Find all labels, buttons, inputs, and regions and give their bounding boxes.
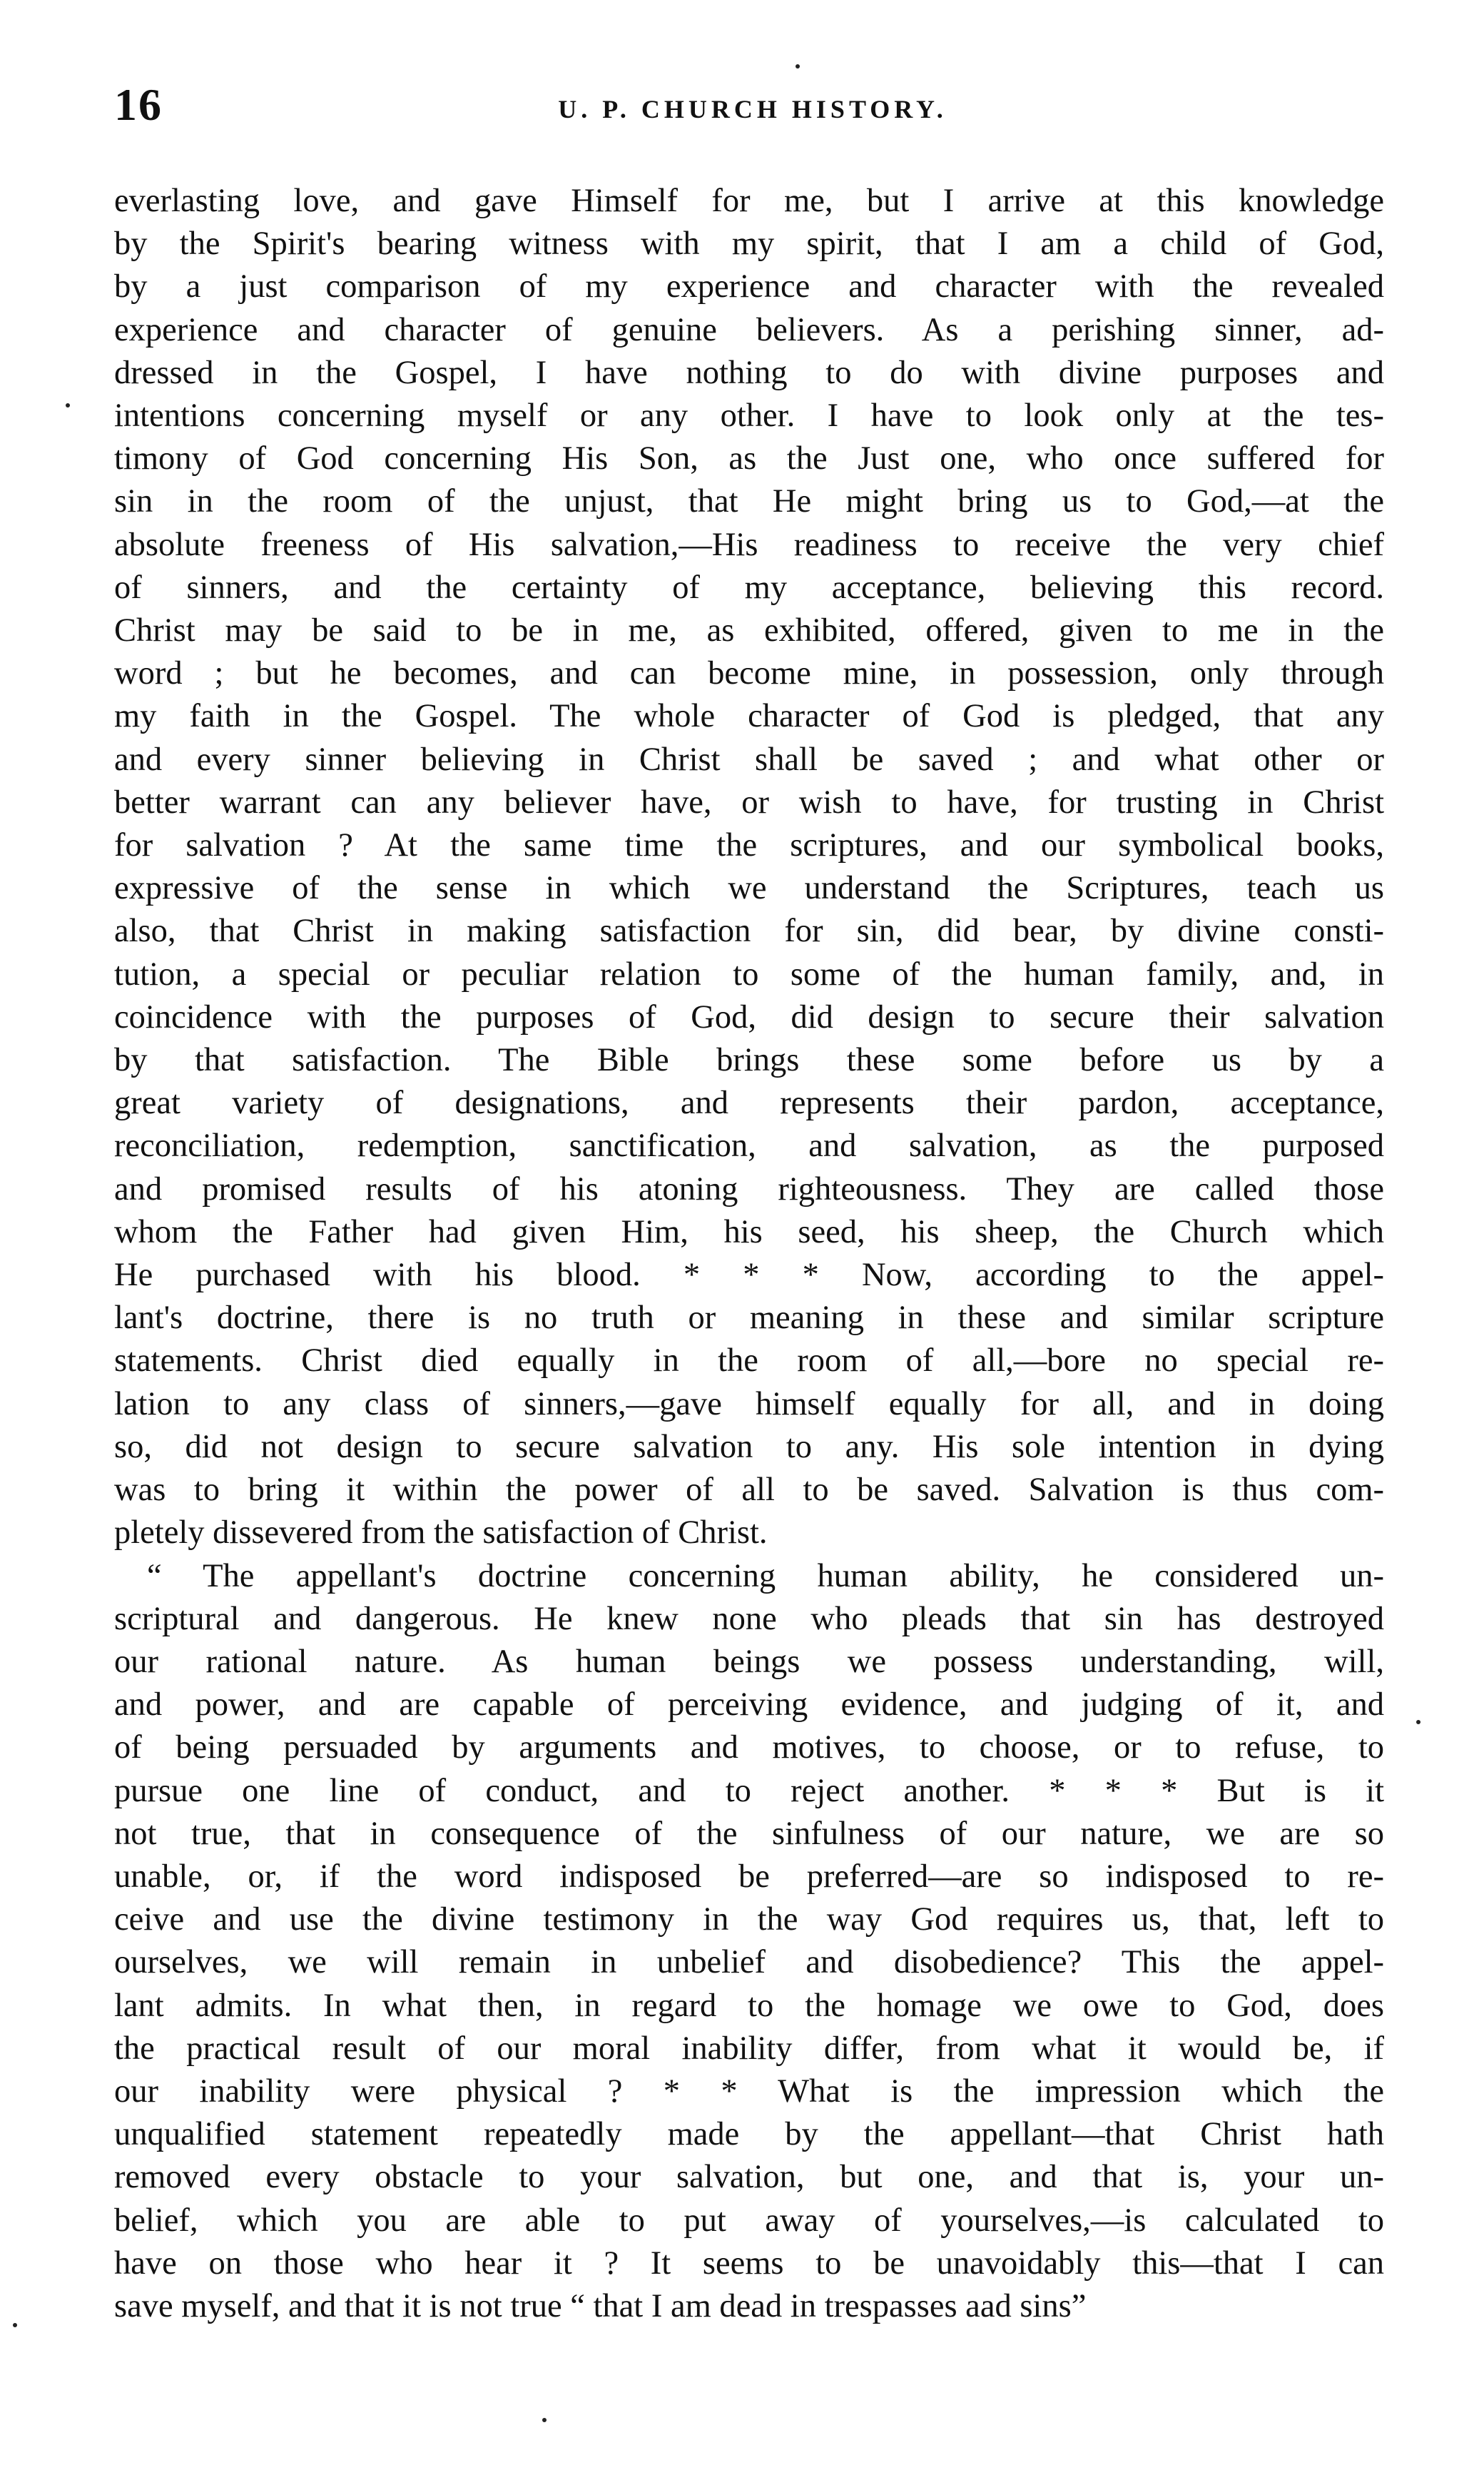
text-line: reconciliation, redemption, sanctification, and salvation, as the purposed bbox=[114, 1128, 1384, 1165]
text-line: and power, and are capable of perceiving evidence, and judging of it, and bbox=[114, 1686, 1384, 1724]
text-line: ourselves, we will remain in unbelief and disobedience? This the appel- bbox=[114, 1944, 1384, 1981]
text-line: word ; but he becomes, and can become mine, in possession, only through bbox=[114, 655, 1384, 692]
page-header bbox=[114, 79, 1391, 136]
text-line: He purchased with his blood. * * * Now, according to the appel- bbox=[114, 1257, 1384, 1294]
text-line: expressive of the sense in which we understand the Scriptures, teach us bbox=[114, 870, 1384, 907]
text-line: ceive and use the divine testimony in the way God requires us, that, left to bbox=[114, 1901, 1384, 1938]
text-line: absolute freeness of His salvation,—His readiness to receive the very chief bbox=[114, 526, 1384, 563]
text-line: save myself, and that it is not true “ that I am dead in trespasses aad sins” bbox=[114, 2287, 1087, 2324]
text-line: the practical result of our moral inability differ, from what it would be, if bbox=[114, 2030, 1384, 2067]
text-line: belief, which you are able to put away of yourselves,—is calculated to bbox=[114, 2202, 1384, 2239]
text-line: have on those who hear it ? It seems to be unavoidably this—that I can bbox=[114, 2244, 1384, 2282]
print-speck bbox=[542, 2418, 547, 2422]
text-line: for salvation ? At the same time the scriptures, and our symbolical books, bbox=[114, 827, 1384, 864]
text-line: timony of God concerning His Son, as the Just one, who once suffered for bbox=[114, 440, 1384, 477]
text-line: better warrant can any believer have, or wish to have, for trusting in Christ bbox=[114, 784, 1384, 821]
print-speck bbox=[1416, 1720, 1421, 1724]
text-line: tution, a special or peculiar relation to some of the human family, and, in bbox=[114, 956, 1384, 993]
text-line: by that satisfaction. The Bible brings these some before us by a bbox=[114, 1042, 1384, 1079]
text-line: removed every obstacle to your salvation, but one, and that is, your un- bbox=[114, 2159, 1384, 2196]
text-line: of being persuaded by arguments and motives, to choose, or to refuse, to bbox=[114, 1729, 1384, 1766]
text-line: sin in the room of the unjust, that He might bring us to God,—at the bbox=[114, 483, 1384, 520]
text-line: also, that Christ in making satisfaction for sin, did bear, by divine consti- bbox=[114, 913, 1384, 950]
text-line: great variety of designations, and represents their pardon, acceptance, bbox=[114, 1085, 1384, 1122]
text-line: dressed in the Gospel, I have nothing to do with divine purposes and bbox=[114, 354, 1384, 391]
text-line: everlasting love, and gave Himself for me, but I arrive at this knowledge bbox=[114, 183, 1384, 219]
text-line: pursue one line of conduct, and to reject another. * * * But is it bbox=[114, 1772, 1384, 1809]
text-line: was to bring it within the power of all to be saved. Salvation is thus com- bbox=[114, 1472, 1384, 1509]
text-line: so, did not design to secure salvation to any. His sole intention in dying bbox=[114, 1428, 1384, 1465]
text-line: lation to any class of sinners,—gave himself equally for all, and in doing bbox=[114, 1385, 1384, 1422]
text-line: “ The appellant's doctrine concerning human ability, he considered un- bbox=[147, 1557, 1384, 1594]
running-head: U. P. CHURCH HISTORY. bbox=[558, 95, 947, 123]
text-line: Christ may be said to be in me, as exhibited, offered, given to me in the bbox=[114, 612, 1384, 649]
text-line: whom the Father had given Him, his seed, his sheep, the Church which bbox=[114, 1213, 1384, 1250]
text-line: by the Spirit's bearing witness with my spirit, that I am a child of God, bbox=[114, 226, 1384, 263]
text-line: by a just comparison of my experience and character with the revealed bbox=[114, 268, 1384, 305]
print-speck bbox=[796, 64, 800, 69]
print-speck bbox=[66, 403, 70, 408]
text-line: lant admits. In what then, in regard to the homage we owe to God, does bbox=[114, 1987, 1384, 2024]
page-number: 16 bbox=[114, 79, 163, 130]
text-line: of sinners, and the certainty of my acceptance, believing this record. bbox=[114, 569, 1384, 606]
text-line: experience and character of genuine believers. As a perishing sinner, ad- bbox=[114, 311, 1384, 348]
text-line: unable, or, if the word indisposed be preferred—are so indisposed to re- bbox=[114, 1858, 1384, 1895]
text-line: our rational nature. As human beings we possess understanding, will, bbox=[114, 1643, 1384, 1680]
text-line: intentions concerning myself or any other. I have to look only at the tes- bbox=[114, 398, 1384, 435]
text-line: our inability were physical ? * * What is the impression which the bbox=[114, 2072, 1384, 2110]
print-speck bbox=[13, 2323, 17, 2327]
text-line: coincidence with the purposes of God, did design to secure their salvation bbox=[114, 998, 1384, 1036]
text-line: statements. Christ died equally in the room of all,—bore no special re- bbox=[114, 1342, 1384, 1380]
text-line: unqualified statement repeatedly made by the appellant—that Christ hath bbox=[114, 2116, 1384, 2153]
text-line: and every sinner believing in Christ shall be saved ; and what other or bbox=[114, 741, 1384, 778]
text-line: pletely dissevered from the satisfaction of Christ. bbox=[114, 1514, 768, 1552]
text-line: and promised results of his atoning righteousness. They are called those bbox=[114, 1170, 1384, 1208]
text-line: scriptural and dangerous. He knew none who pleads that sin has destroyed bbox=[114, 1600, 1384, 1637]
text-line: my faith in the Gospel. The whole character of God is pledged, that any bbox=[114, 698, 1384, 735]
text-line: not true, that in consequence of the sinfulness of our nature, we are so bbox=[114, 1815, 1384, 1852]
body-text bbox=[114, 180, 1384, 2328]
text-line: lant's doctrine, there is no truth or meaning in these and similar scripture bbox=[114, 1300, 1384, 1337]
